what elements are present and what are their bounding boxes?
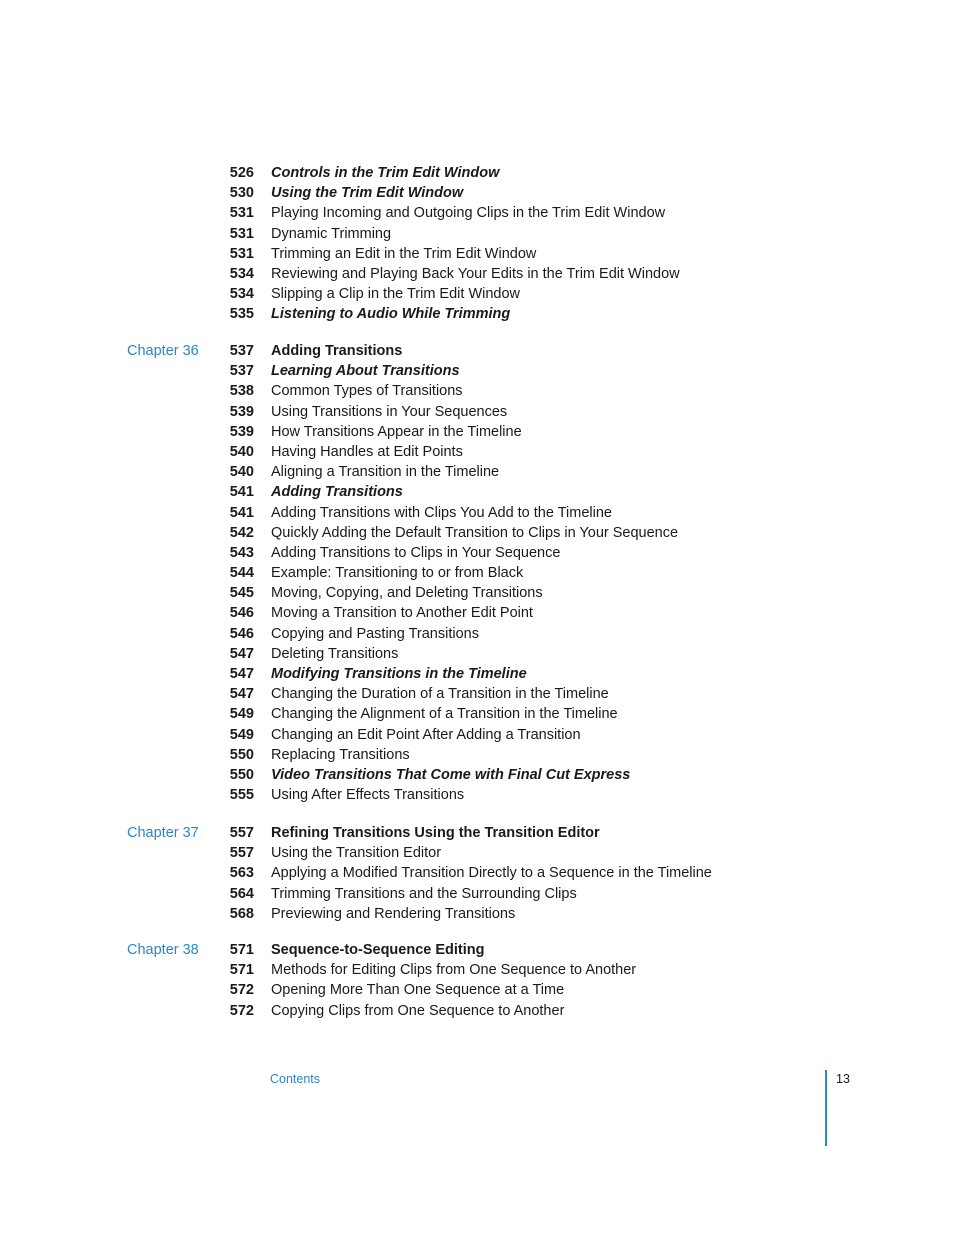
toc-page-number: 538 (229, 383, 254, 400)
toc-entry-title: Moving, Copying, and Deleting Transitions (271, 585, 543, 602)
toc-entry-title: Using After Effects Transitions (271, 787, 465, 804)
toc-entry[interactable] (0, 884, 954, 904)
toc-entry-title: Learning About Transitions (271, 363, 460, 380)
toc-entry[interactable] (0, 823, 954, 843)
chapter-section (0, 940, 954, 1021)
toc-page-number: 540 (229, 443, 254, 460)
toc-entry-title: Changing the Alignment of a Transition in the Timeline (271, 706, 618, 723)
toc-entry-title: Applying a Modified Transition Directly to a Sequence in the Timeline (271, 865, 712, 882)
toc-entry[interactable] (0, 543, 954, 563)
toc-entry-title: Moving a Transition to Another Edit Point (271, 605, 533, 622)
toc-entry[interactable] (0, 422, 954, 442)
toc-page-number: 537 (229, 363, 254, 380)
toc-entry[interactable] (0, 863, 954, 883)
toc-entry[interactable] (0, 224, 954, 244)
toc-entry-title: Controls in the Trim Edit Window (271, 165, 500, 181)
toc-entry-title: Common Types of Transitions (271, 383, 463, 400)
chapter-label[interactable]: Chapter 38 (127, 942, 199, 958)
toc-entry[interactable] (0, 402, 954, 422)
toc-entry[interactable] (0, 843, 954, 863)
toc-entry-title: Opening More Than One Sequence at a Time (271, 982, 565, 999)
toc-entry-title: Using the Transition Editor (271, 845, 442, 862)
toc-page-number: 547 (229, 686, 254, 703)
toc-entry-title: Changing the Duration of a Transition in the Timeline (271, 686, 609, 703)
toc-entry-title: Video Transitions That Come with Final Cut Express (271, 766, 631, 783)
toc-entry-title: Refining Transitions Using the Transition Editor (271, 825, 600, 841)
toc-page-number: 572 (229, 1002, 254, 1019)
toc-entry[interactable] (0, 304, 954, 324)
toc-page-number: 546 (229, 625, 254, 642)
toc-entry[interactable] (0, 704, 954, 724)
toc-page-number: 540 (229, 464, 254, 481)
toc-page-number: 530 (229, 185, 254, 202)
toc-page-number: 571 (229, 962, 254, 979)
toc-page-number: 531 (229, 205, 254, 222)
toc-entry-title: Copying and Pasting Transitions (271, 625, 479, 642)
toc-entry[interactable] (0, 785, 954, 805)
toc-entry-title: Replacing Transitions (271, 746, 410, 763)
toc-page-number: 549 (229, 726, 254, 743)
toc-entry[interactable] (0, 482, 954, 502)
toc-entry-title: Playing Incoming and Outgoing Clips in the Trim Edit Window (271, 205, 666, 222)
toc-page-number: 555 (229, 787, 254, 804)
toc-entry[interactable] (0, 503, 954, 523)
toc-entry-title: Adding Transitions with Clips You Add to the Timeline (271, 504, 612, 521)
toc-page-number: 549 (229, 706, 254, 723)
toc-page-number: 545 (229, 585, 254, 602)
toc-entry[interactable] (0, 624, 954, 644)
toc-page-number: 543 (229, 544, 254, 561)
toc-page-number: 542 (229, 524, 254, 541)
toc-entry-title: Adding Transitions to Clips in Your Sequence (271, 544, 561, 561)
toc-page-number: 534 (229, 286, 254, 303)
toc-entry[interactable] (0, 960, 954, 980)
toc-entry-title: Slipping a Clip in the Trim Edit Window (271, 286, 521, 303)
toc-entry[interactable] (0, 644, 954, 664)
toc-entry[interactable] (0, 442, 954, 462)
toc-page-number: 557 (229, 845, 254, 862)
toc-entry-title: Copying Clips from One Sequence to Another (271, 1002, 565, 1019)
toc-entry-title: Previewing and Rendering Transitions (271, 905, 516, 922)
toc-entry-title: Having Handles at Edit Points (271, 443, 463, 460)
toc-page-number: 547 (229, 645, 254, 662)
toc-entry-title: Deleting Transitions (271, 645, 399, 662)
toc-entry[interactable] (0, 163, 954, 183)
toc-page-number: 539 (229, 403, 254, 420)
toc-entry[interactable] (0, 523, 954, 543)
toc-page-number: 535 (229, 306, 254, 323)
toc-entry[interactable] (0, 244, 954, 264)
toc-entry[interactable] (0, 684, 954, 704)
chapter-label[interactable]: Chapter 37 (127, 825, 199, 841)
toc-page-number: 541 (229, 504, 254, 521)
toc-entry[interactable] (0, 203, 954, 223)
toc-entry-title: Quickly Adding the Default Transition to Clips in Your Sequence (271, 524, 679, 541)
toc-page-number: 544 (229, 565, 254, 582)
toc-page-number: 539 (229, 423, 254, 440)
toc-entry[interactable] (0, 664, 954, 684)
chapter-label[interactable]: Chapter 36 (127, 343, 199, 359)
toc-entry[interactable] (0, 745, 954, 765)
continued-section (0, 163, 954, 325)
toc-entry-title: Trimming Transitions and the Surrounding Clips (271, 885, 577, 902)
toc-entry[interactable] (0, 284, 954, 304)
footer-section-label: Contents (270, 1072, 321, 1086)
toc-entry[interactable] (0, 381, 954, 401)
toc-entry-title: Modifying Transitions in the Timeline (271, 666, 527, 682)
toc-page-number: 572 (229, 982, 254, 999)
toc-entry-title: Using Transitions in Your Sequences (271, 403, 508, 420)
toc-page-number: 534 (229, 265, 254, 282)
toc-page-number: 571 (229, 942, 254, 958)
toc-entry[interactable] (0, 361, 954, 381)
toc-entry-title: Listening to Audio While Trimming (271, 306, 511, 323)
toc-entry[interactable] (0, 980, 954, 1000)
toc-entry[interactable] (0, 563, 954, 583)
toc-entry[interactable] (0, 264, 954, 284)
toc-entry[interactable] (0, 583, 954, 603)
toc-entry-title: How Transitions Appear in the Timeline (271, 423, 522, 440)
toc-entry[interactable] (0, 341, 954, 361)
toc-entry-title: Trimming an Edit in the Trim Edit Window (271, 245, 537, 262)
toc-entry-title: Methods for Editing Clips from One Sequence to Another (271, 962, 637, 979)
toc-page-number: 537 (229, 343, 254, 359)
chapter-section (0, 823, 954, 924)
toc-entry-title: Using the Trim Edit Window (271, 185, 464, 202)
toc-page-number: 550 (229, 766, 254, 783)
toc-entry-title: Dynamic Trimming (271, 225, 392, 242)
toc-entry[interactable] (0, 462, 954, 482)
toc-entry-title: Example: Transitioning to or from Black (271, 565, 524, 582)
toc-page-number: 550 (229, 746, 254, 763)
toc-entry[interactable] (0, 725, 954, 745)
toc-entry[interactable] (0, 940, 954, 960)
toc-page-number: 564 (229, 885, 254, 902)
toc-page-number: 541 (229, 484, 254, 501)
toc-entry[interactable] (0, 183, 954, 203)
chapter-section (0, 341, 954, 805)
toc-entry-title: Aligning a Transition in the Timeline (271, 464, 500, 481)
toc-entry-title: Sequence-to-Sequence Editing (271, 942, 485, 958)
toc-entry-title: Adding Transitions (271, 484, 403, 501)
toc-page-number: 531 (229, 245, 254, 262)
toc-entry[interactable] (0, 1001, 954, 1021)
toc-entry[interactable] (0, 904, 954, 924)
toc-entry-title: Changing an Edit Point After Adding a Transition (271, 726, 581, 743)
toc-page-number: 526 (229, 165, 254, 181)
toc-entry-title: Adding Transitions (271, 343, 403, 359)
toc-page-number: 557 (229, 825, 254, 841)
toc-entry-title: Reviewing and Playing Back Your Edits in the Trim Edit Window (271, 265, 680, 282)
toc-page-number: 546 (229, 605, 254, 622)
footer-page-number: 13 (836, 1072, 850, 1086)
toc-page-number: 568 (229, 905, 254, 922)
toc-page-number: 547 (229, 666, 254, 682)
toc-page-number: 563 (229, 865, 254, 882)
footer-divider (825, 1070, 827, 1146)
toc-page-number: 531 (229, 225, 254, 242)
toc-entry[interactable] (0, 765, 954, 785)
toc-entry[interactable] (0, 603, 954, 623)
